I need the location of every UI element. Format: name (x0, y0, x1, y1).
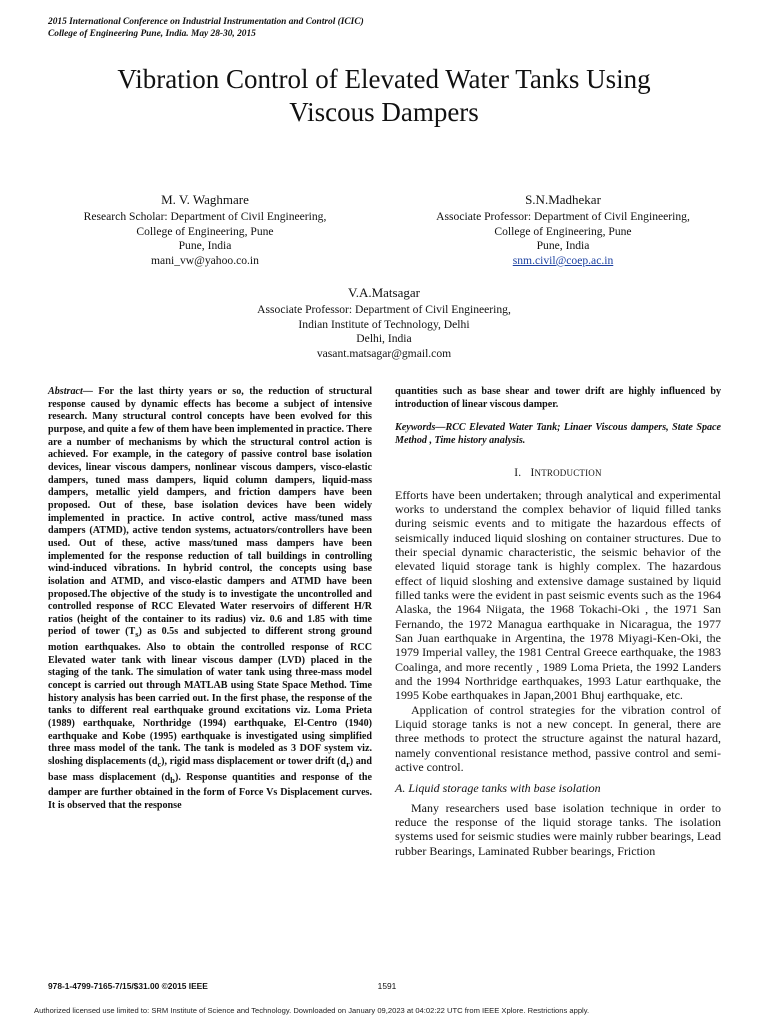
author-institution: College of Engineering, Pune (494, 224, 632, 238)
author-block-2 (408, 192, 718, 268)
author-location: Pune, India (178, 239, 232, 253)
right-column (395, 386, 721, 858)
abstract-continued: quantities such as base shear and tower drift are highly influenced by introduction of linear viscous damper. (395, 386, 721, 410)
page-number: 1591 (377, 981, 397, 991)
section-heading-introduction: I. INTRODUCTION (514, 466, 602, 479)
author-affiliation: Associate Professor: Department of Civil Engineering, (257, 303, 511, 316)
intro-paragraph-1: Efforts have been undertaken; through analytical and experimental works to understand the complex behavior of liquid filled tanks during seismic events and to mitigate the hazardous effects of seismically induced liquid sloshing on container structures. Due to their special dynamic characteristic, the seismic behavior of the elevated liquid storage tank is highly complex. The hazardous effect of liquid sloshing and extensive damage sustained by liquid filled tanks were the evident in past seismic events such as the 1964 Alaska, the 1964 Niigata, the 1968 Tokachi-Oki , the 1971 San Fernando, the 1972 Managua earthquake in Nicaragua, the 1977 San Juan earthquake in Argentina, the 1978 Miyagi-Ken-Oki, the 1979 Imperial valley, the 1981 Central Greece earthquake, the 1983 Coalinga, and more recently , 1989 Loma Prieta, the 1992 Landers and the 1994 Northridge earthquakes, 1993 Latur earthquake, the 1995 Kobe earthquakes in Japan,2001 Bhuj earthquake, etc. (395, 487, 721, 703)
subsection-heading-a: A. Liquid storage tanks with base isolation (395, 780, 601, 795)
conference-venue: College of Engineering Pune, India. May 28-30, 2015 (48, 28, 256, 39)
keywords-text: RCC Elevated Water Tank; Linaer Viscous dampers, State Space Method , Time history analysis. (395, 422, 721, 446)
paper-title-line-2: Viscous Dampers (289, 97, 479, 127)
author-block-1 (50, 192, 360, 268)
subsection-a-paragraph: Many researchers used base isolation technique in order to reduce the response of the liquid storage tanks. The isolation systems used for seismic studies were mainly rubber bearings, Lead rubber Bearings, Laminated Rubber bearings, Friction (395, 800, 721, 858)
intro-paragraph-2: Application of control strategies for the vibration control of Liquid storage tanks is not a new concept. In general, there are three methods to protect the structure against the natural hazard, namely conventional resistance method, passive control and semi-active control. (395, 702, 721, 775)
paper-title (40, 63, 728, 129)
author-email: mani_vw@yahoo.co.in (151, 253, 259, 267)
keywords-label: Keywords— (395, 422, 446, 434)
abstract-text: Abstract— For the last thirty years or so, the reduction of structural response caused by dynamic effects has become a subject of intensive research. Many structural control concepts have been evolved for this purpose, and quite a few of them have been implemented in practice. There are a number of mechanisms by which the structural control action is achieved. For example, in the category of passive control base isolation devices, linear viscous dampers, nonlinear viscous dampers, visco-elastic dampers, tuned mass dampers, liquid column dampers, liquid-mass dampers, metallic yield dampers, and friction dampers have been proposed. Out of these, base isolation devices have been widely implemented in practice. In active control, active mass/tuned mass dampers (ATMD), active tendon systems, actuators/controllers have been used. Out of these, active mass/tuned mass dampers have been implemented for the response reduction of tall buildings in controlling wind-induced vibrations. In hybrid control, the concepts using base isolation and ATMD, and visco-elastic dampers and ATMD have been proposed.The objective of the study is to investigate the uncontrolled and controlled response of RCC Elevated Water reservoirs of different H/R ratios (height of the container to its radius) viz. 0.6 and 1.85 with time period of tower $(T_s)$ as 0.5s and subjected to different strong ground motion earthquakes. Also to obtain the controlled response of RCC Elevated water tank with linear viscous damper (LVD) placed in the staging of the tank. The simulation of water tank using three-mass model concept is carried out through MATLAB using State Space Method. Time history analysis has been carried out. In the first phase, the response of the tanks to different real earthquake ground excitations viz. Loma Prieta (1989) earthquake, Northridge (1994) earthquake, El-Centro (1940) earthquake and Kobe (1995) earthquake is investigated using simplified three mass model of the tank. The tank is modeled as 3 DOF system viz. sloshing displacements $(d_c)$, rigid mass displacement or tower drift $(d_r)$ and base mass displacement $(d_b)$. Response quantities and response of the damper are further obtained in the form of Force Vs Displacement curves. It is observed that the response (48, 386, 373, 812)
author-affiliation: Research Scholar: Department of Civil Engineering, (83, 210, 327, 223)
license-notice: Authorized licensed use limited to: SRM Institute of Science and Technology. Downloaded on January 09,2023 at 04:02:22 UTC from IEEE Xplore. Restrictions apply. (34, 1006, 590, 1015)
author-email: vasant.matsagar@gmail.com (316, 346, 452, 360)
conference-name: 2015 International Conference on Industrial Instrumentation and Control (ICIC) (48, 17, 364, 27)
author-location: Delhi, India (356, 332, 412, 346)
author-location: Pune, India (536, 239, 590, 253)
abstract-column (48, 386, 372, 813)
author-institution: Indian Institute of Technology, Delhi (298, 317, 470, 331)
author-affiliation: Associate Professor: Department of Civil Engineering, (436, 210, 690, 223)
paper-title-line-1: Vibration Control of Elevated Water Tanks Using (117, 64, 651, 94)
footer-isbn: 978-1-4799-7165-7/15/$31.00 ©2015 IEEE (48, 981, 208, 991)
author-name: S.N.Madhekar (525, 192, 601, 207)
author-institution: College of Engineering, Pune (136, 224, 274, 238)
author-name: M. V. Waghmare (161, 192, 249, 207)
author-name: V.A.Matsagar (348, 285, 420, 300)
author-block-3 (204, 285, 564, 361)
conference-header (48, 17, 728, 41)
author-email-link[interactable]: snm.civil@coep.ac.in (512, 253, 614, 267)
abstract-label: Abstract (48, 386, 83, 397)
keywords (395, 422, 721, 447)
